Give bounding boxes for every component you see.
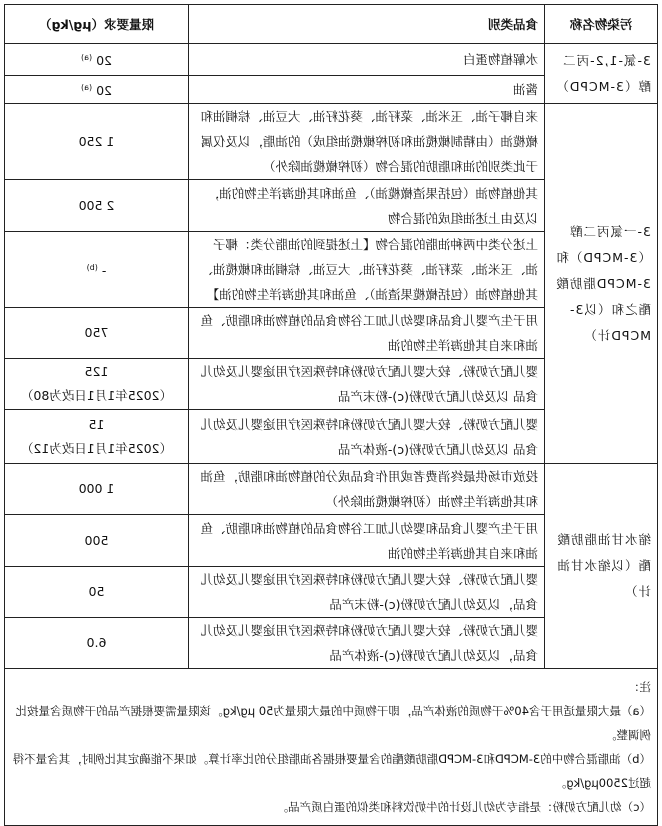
food-cell: 婴儿配方奶粉、较大婴儿配方奶粉和特殊医疗用途婴儿及幼儿食品 以及幼儿配方奶粉(c)-粉末产品 xyxy=(189,359,545,410)
limit-value: 20 xyxy=(96,53,113,69)
header-limit: 限量要求（μg/kg） xyxy=(5,5,189,44)
limit-cell xyxy=(5,44,189,76)
food-cell: 投放市场供最终消费者或用作食品成分的植物油和脂肪，鱼油和其他海洋生物油（初榨橄榄油除外） xyxy=(189,464,545,515)
limit-value: 125 xyxy=(84,364,109,380)
food-cell: 上述分类中两种油脂的混合物【上述提到的油脂分类：椰子油、玉米油、菜籽油、葵花籽油、大豆油、棕榈油和橄榄油、其他植物油（包括橄榄果渣油）、鱼油和其他海洋生物的油】 xyxy=(189,232,545,308)
limit-cell: 2 500 xyxy=(5,180,189,232)
footnote-ref: (a) xyxy=(80,52,93,62)
contaminant-limits-table xyxy=(4,4,658,826)
contaminant-cell: 缩水甘油脂肪酸酯（以缩水甘油计） xyxy=(545,464,658,669)
food-cell: 其他植物油（包括果渣橄榄油）、鱼油和其他海洋生物的油，以及由上述油组成的混合物 xyxy=(189,180,545,232)
limit-cell xyxy=(5,76,189,104)
limit-cell: 50 xyxy=(5,567,189,618)
limit-cell xyxy=(5,410,189,464)
limit-cell: 750 xyxy=(5,308,189,359)
limit-note: （2025年1月1日改为80） xyxy=(20,388,173,404)
limit-cell xyxy=(5,232,189,308)
note-b: （b）油脂混合物中的3-MCPD和3-MCPD脂肪酸酯的含量要根据各油脂组分的比率计算。如果不能确定其比例时，其含量不得超过2500μg/kg。 xyxy=(12,752,651,791)
food-cell: 用于生产婴儿食品和婴幼儿加工谷物食品的植物油和脂肪、鱼油和来自其他海洋生物的油 xyxy=(189,515,545,567)
limit-value: - xyxy=(101,263,107,279)
note-a: （a）最大限量适用于含40%干物质的液体产品，即干物质中的最大限量为50 μg/kg。该限量需要根据产品的干物质含量按比例调整。 xyxy=(15,704,651,743)
footnote-ref: (b) xyxy=(86,263,98,273)
limit-cell: 1 250 xyxy=(5,104,189,180)
food-cell: 婴儿配方奶粉、较大婴儿配方奶粉和特殊医疗用途婴儿及幼儿食品，以及幼儿配方奶粉(c)-液体产品 xyxy=(189,618,545,669)
food-cell: 用于生产婴儿食品和婴幼儿加工谷物食品的植物油和脂肪、鱼油和来自其他海洋生物的油 xyxy=(189,308,545,359)
footnote-ref: (a) xyxy=(80,83,93,92)
header-contaminant: 污染物名称 xyxy=(545,5,658,44)
header-food-category: 食品类别 xyxy=(189,5,545,44)
notes-cell xyxy=(5,669,658,826)
notes-row xyxy=(5,669,658,826)
table-row xyxy=(5,464,658,515)
limit-cell xyxy=(5,359,189,410)
contaminant-cell: 3-一氯丙二醇（3-MCPD）和3-MCPD脂肪酸酯之和（以3-MCPD计） xyxy=(545,104,658,464)
table-row xyxy=(5,104,658,180)
food-cell: 婴儿配方奶粉、较大婴儿配方奶粉和特殊医疗用途婴儿及幼儿食品 以及幼儿配方奶粉(c)-液体产品 xyxy=(189,410,545,464)
limit-value: 20 xyxy=(96,83,113,99)
limit-value: 15 xyxy=(88,416,105,432)
food-cell: 来自椰子油、玉米油、菜籽油、葵花籽油、大豆油、棕榈油和橄榄油（由精制橄榄油和初榨橄榄油组成）的油脂，以及仅属于此类别的油和脂肪的混合物（初榨橄榄油除外） xyxy=(189,104,545,180)
table-row xyxy=(5,44,658,76)
limit-cell: 6.0 xyxy=(5,618,189,669)
contaminant-cell: 3-氯-1,2-丙二醇（3-MCPD） xyxy=(545,44,658,104)
limit-note: （2025年1月1日改为12） xyxy=(20,440,173,456)
food-cell: 婴儿配方奶粉、较大婴儿配方奶粉和特殊医疗用途婴儿及幼儿食品，以及幼儿配方奶粉(c)-粉末产品 xyxy=(189,567,545,618)
limit-cell: 1 000 xyxy=(5,464,189,515)
food-cell: 酱油 xyxy=(189,76,545,104)
header-row xyxy=(5,5,658,44)
food-cell: 水解植物蛋白 xyxy=(189,44,545,76)
notes-title: 注： xyxy=(628,680,651,695)
note-c: （c）幼儿配方奶粉：是指专为幼儿设计的牛奶饮料和类似的蛋白质产品。 xyxy=(276,800,651,815)
limit-cell: 500 xyxy=(5,515,189,567)
